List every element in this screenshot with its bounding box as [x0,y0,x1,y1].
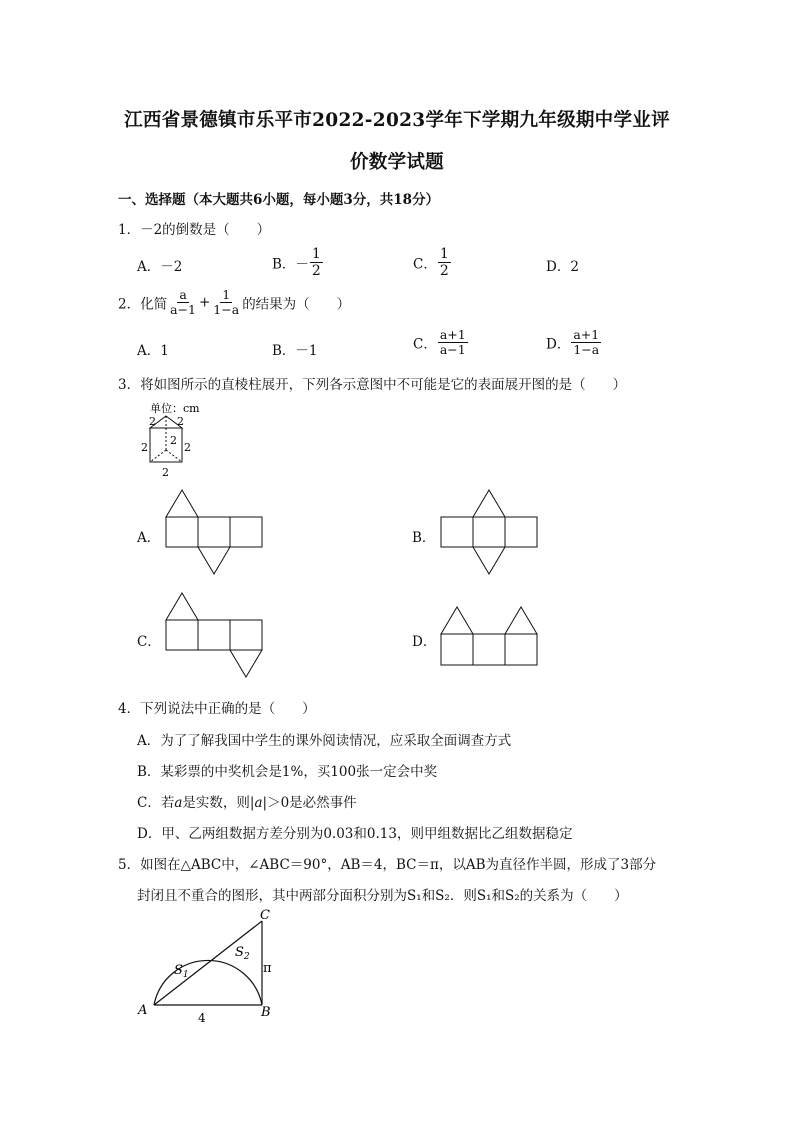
region-s1-label [174,963,189,980]
q4-c-var2: a [254,795,263,811]
net-c-figure [165,591,265,679]
q2-f2-den: 1−a [213,302,240,317]
q1-option-a: A．－2 [137,259,183,275]
section-heading: 一、选择题（本大题共6小题，每小题3分，共18分） [118,192,440,208]
semicircle-figure [134,908,284,1028]
q2-option-a: A．1 [137,343,169,359]
question-5-line1: 5．如图在△ABC中，∠ABC＝90°，AB＝4，BC＝π，以AB为直径作半圆，形成了3部分 [118,857,657,873]
q4-option-d: D．甲、乙两组数据方差分别为0.03和0.13，则甲组数据比乙组数据稳定 [137,826,573,842]
vertex-b-label: B [261,1005,271,1020]
page-title-line2: 价数学试题 [349,152,444,173]
q2-option-d [546,328,602,357]
question-4-stem: 4．下列说法中正确的是（ ） [118,701,316,717]
s2-subscript: 2 [243,952,250,962]
dim-label: 2 [177,415,184,428]
s1-letter: S [174,963,183,978]
q4-option-c [137,791,357,811]
unit-label: 单位：cm [150,402,200,415]
q2-c-den: a−1 [439,342,466,357]
region-s2-label [235,945,250,962]
q1-option-b [272,246,324,279]
dim-label: 2 [162,466,169,479]
vertex-a-label: A [138,1003,148,1018]
ab-length-label: 4 [198,1011,206,1025]
dim-label: 2 [170,434,177,447]
q3-option-d: D． [412,634,437,650]
prism-figure [136,398,206,480]
dim-label: 2 [149,415,156,428]
q2-plus: + [198,294,211,311]
q2-d-label: D． [546,336,571,353]
q4-option-b: B．某彩票的中奖机会是1%，买100张一定会中奖 [137,764,438,780]
q2-d-num: a+1 [573,327,600,342]
q2-c-label: C． [413,336,437,353]
q4-c-mid: 是实数，则| [182,795,255,811]
dim-label: 2 [141,441,148,454]
q1-c-label: C． [413,256,437,273]
net-d-figure [440,604,540,668]
q2-option-b: B．－1 [272,343,318,359]
dim-label: 2 [184,441,191,454]
q1-c-den: 2 [439,263,449,279]
q3-option-c: C． [137,634,161,650]
q1-c-num: 1 [439,246,449,262]
vertex-c-label: C [260,908,270,923]
q2-stem-pre: 2．化简 [118,296,168,313]
q2-d-fraction [571,328,601,357]
prism-hidden-edge-3 [166,450,182,462]
page-title: 江西省景德镇市乐平市2022-2023学年下学期九年级期中学业评 [124,110,670,131]
semicircle-arc [154,960,262,1005]
q4-option-a: A．为了了解我国中学生的课外阅读情况，应采取全面调查方式 [137,733,512,749]
prism-hidden-edge-2 [150,450,166,462]
s2-letter: S [235,945,244,960]
q3-option-a: A． [137,530,161,546]
q1-b-fraction [310,246,323,279]
net-a-figure [165,488,265,576]
bc-length-label: π [263,961,272,976]
q1-option-d: D．2 [546,259,579,275]
q1-c-fraction [438,246,451,279]
q4-c-pre: C．若 [137,795,175,811]
q2-f2-num: 1 [222,287,231,302]
net-b-figure [440,488,540,576]
question-1-stem: 1．－2的倒数是（ ） [118,222,271,238]
q1-option-c [413,246,452,279]
q1-b-den: 2 [311,263,321,279]
q2-fraction-1 [168,288,198,317]
q1-b-label: B．－ [272,256,309,273]
q4-c-var: a [174,795,183,811]
q2-c-fraction [438,328,468,357]
q2-c-num: a+1 [439,327,466,342]
q4-c-post: |＞0是必然事件 [262,795,357,811]
q1-b-num: 1 [311,246,321,262]
q2-d-den: 1−a [573,342,600,357]
q2-stem-post: 的结果为（ ） [242,296,351,313]
q2-f1-num: a [179,287,187,302]
segment-ac [154,921,262,1005]
question-3-stem: 3．将如图所示的直棱柱展开，下列各示意图中不可能是它的表面展开图的是（ ） [118,377,627,393]
q2-fraction-2 [211,288,241,317]
q3-option-b: B． [412,530,436,546]
q2-f1-den: a−1 [170,302,196,317]
question-2-stem [118,288,350,317]
q2-option-c [413,328,469,357]
s1-subscript: 1 [182,970,189,980]
question-5-line2: 封闭且不重合的图形，其中两部分面积分别为S₁和S₂．则S₁和S₂的关系为（ ） [137,888,628,904]
